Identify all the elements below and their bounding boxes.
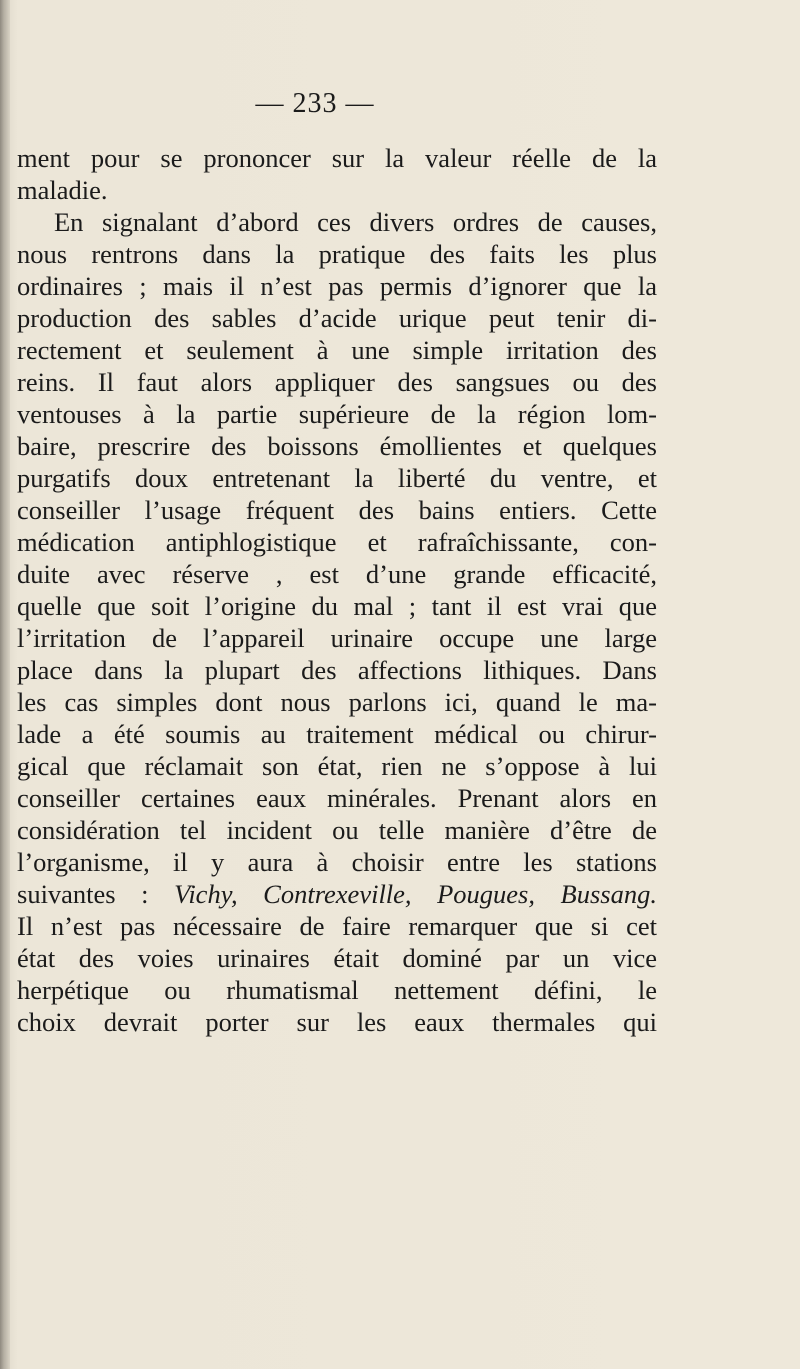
text-line: l’organisme, il y aura à choisir entre les stations	[17, 847, 657, 877]
text-line: herpétique ou rhumatismal nettement défini, le	[17, 975, 657, 1005]
text-line: purgatifs doux entretenant la liberté du ventre, et	[17, 463, 657, 493]
text-line: médication antiphlogistique et rafraîchissante, con-	[17, 527, 657, 557]
text-line: conseiller l’usage fréquent des bains entiers. Cette	[17, 495, 657, 525]
text-line: quelle que soit l’origine du mal ; tant il est vrai que	[17, 591, 657, 621]
text-line: lade a été soumis au traitement médical ou chirur-	[17, 719, 657, 749]
text-line: ventouses à la partie supérieure de la région lom-	[17, 399, 657, 429]
page-number: — 233 —	[255, 88, 375, 119]
text-line: ment pour se prononcer sur la valeur réelle de la	[17, 143, 657, 173]
stations-line-prefix: suivantes :	[17, 879, 175, 909]
text-line: maladie.	[17, 175, 108, 205]
text-line: l’irritation de l’appareil urinaire occupe une large	[17, 623, 657, 653]
text-line: Il n’est pas nécessaire de faire remarquer que si cet	[17, 911, 657, 941]
page-gutter-shadow	[0, 0, 10, 1369]
text-line: état des voies urinaires était dominé par un vice	[17, 943, 657, 973]
stations-line	[17, 878, 657, 910]
text-line: nous rentrons dans la pratique des faits les plus	[17, 239, 657, 269]
text-line: conseiller certaines eaux minérales. Prenant alors en	[17, 783, 657, 813]
text-line: ordinaires ; mais il n’est pas permis d’ignorer que la	[17, 271, 657, 301]
text-line: gical que réclamait son état, rien ne s’oppose à lui	[17, 751, 657, 781]
text-line: choix devrait porter sur les eaux thermales qui	[17, 1007, 657, 1037]
text-line: considération tel incident ou telle manière d’être de	[17, 815, 657, 845]
stations-list: Vichy, Contrexeville, Pougues, Bussang.	[174, 879, 657, 909]
text-line: rectement et seulement à une simple irritation des	[17, 335, 657, 365]
text-line: place dans la plupart des affections lithiques. Dans	[17, 655, 657, 685]
text-line: baire, prescrire des boissons émollientes et quelques	[17, 431, 657, 461]
text-line: reins. Il faut alors appliquer des sangsues ou des	[17, 367, 657, 397]
paragraph-first-line: En signalant d’abord ces divers ordres de causes,	[54, 207, 657, 237]
text-line: production des sables d’acide urique peut tenir di-	[17, 303, 657, 333]
text-line: les cas simples dont nous parlons ici, quand le ma-	[17, 687, 657, 717]
text-line: duite avec réserve , est d’une grande efficacité,	[17, 559, 657, 589]
